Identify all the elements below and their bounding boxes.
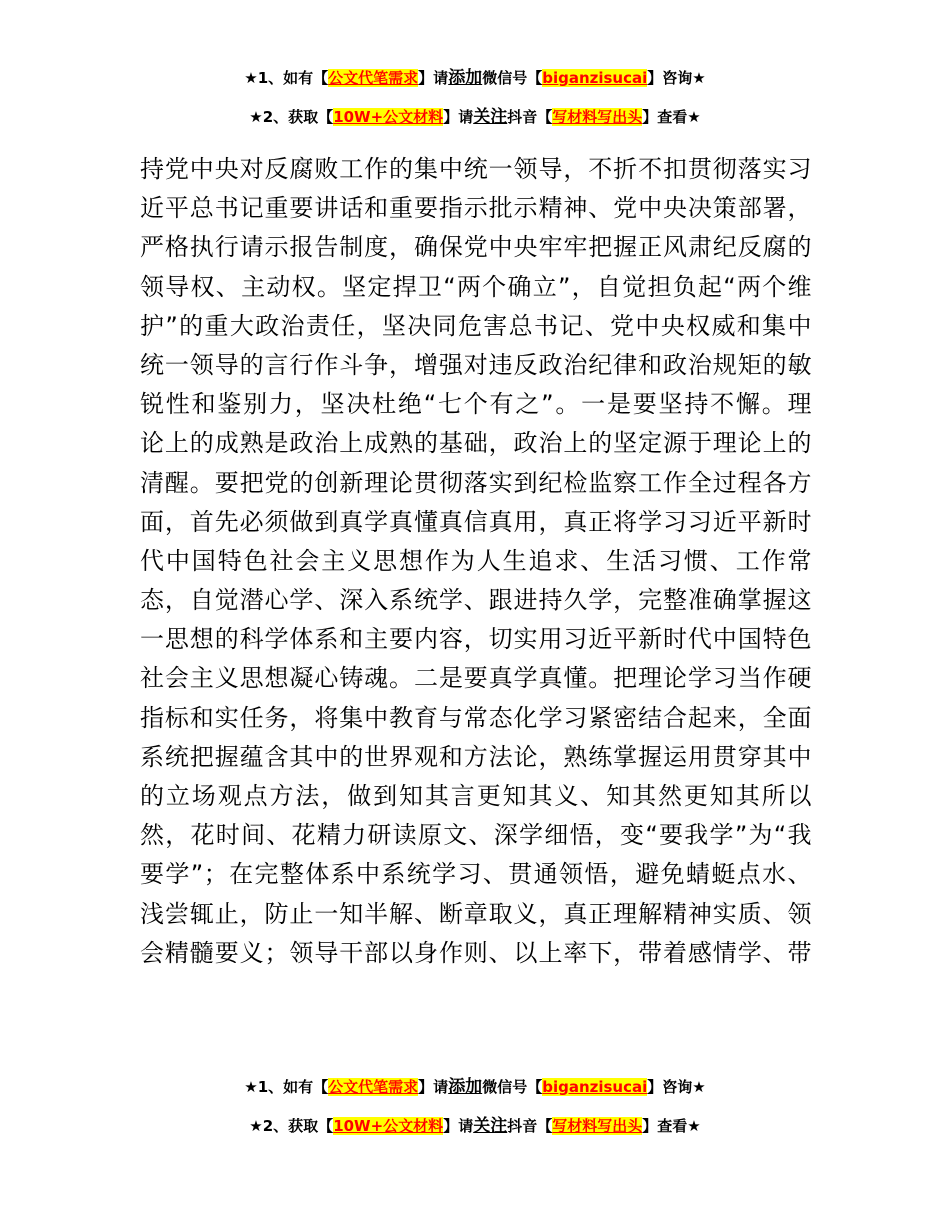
promo-prefix: ★2、获取【	[249, 1117, 334, 1135]
promo-suffix: 】查看★	[642, 108, 701, 126]
promo-suffix: 】查看★	[642, 1117, 701, 1135]
promo-text: 微信号【	[482, 69, 543, 87]
promo-text: 抖音【	[507, 108, 553, 126]
promo-underlined-word: 添加	[448, 68, 483, 88]
body-line: 会精髓要义；领导干部以身作则、以上率下，带着感情学、带	[140, 938, 812, 967]
body-line: 领导权、主动权。坚定捍卫“两个确立”，自觉担负起“两个维	[140, 272, 812, 301]
promo-highlight-service: 公文代笔需求	[328, 1078, 419, 1096]
promo-text: 】请	[418, 1078, 449, 1096]
promo-suffix: 】咨询★	[647, 69, 706, 87]
promo-highlight-service: 公文代笔需求	[328, 69, 419, 87]
body-line: 然，花时间、花精力研读原文、深学细悟，变“要我学”为“我	[140, 821, 812, 850]
body-line: 指标和实任务，将集中教育与常态化学习紧密结合起来，全面	[140, 703, 812, 732]
promo-prefix: ★2、获取【	[249, 108, 334, 126]
promo-text: 】请	[443, 108, 474, 126]
body-line: 一思想的科学体系和主要内容，切实用习近平新时代中国特色	[140, 625, 812, 654]
body-line: 统一领导的言行作斗争，增强对违反政治纪律和政治规矩的敏	[140, 350, 812, 379]
body-line: 锐性和鉴别力，坚决杜绝“七个有之”。一是要坚持不懈。理	[140, 390, 812, 419]
promo-prefix: ★1、如有【	[244, 69, 329, 87]
promo-text: 】请	[443, 1117, 474, 1135]
header-promo-line-2	[0, 106, 950, 128]
body-line: 严格执行请示报告制度，确保党中央牢牢把握正风肃纪反腐的	[140, 233, 812, 262]
promo-underlined-word: 添加	[448, 1077, 483, 1097]
footer-promo-line-1	[0, 1076, 950, 1098]
body-line: 持党中央对反腐败工作的集中统一领导，不折不扣贯彻落实习	[140, 155, 812, 183]
document-body	[140, 150, 812, 973]
promo-highlight-douyin-account: 写材料写出头	[552, 108, 643, 126]
body-line: 论上的成熟是政治上成熟的基础，政治上的坚定源于理论上的	[140, 429, 812, 458]
body-line: 浅尝辄止，防止一知半解、断章取义，真正理解精神实质、领	[140, 899, 812, 928]
promo-prefix: ★1、如有【	[244, 1078, 329, 1096]
promo-text: 微信号【	[482, 1078, 543, 1096]
promo-suffix: 】咨询★	[647, 1078, 706, 1096]
promo-underlined-word: 关注	[473, 1116, 508, 1136]
body-line: 近平总书记重要讲话和重要指示批示精神、党中央决策部署，	[140, 194, 812, 223]
body-line: 的立场观点方法，做到知其言更知其义、知其然更知其所以	[140, 782, 812, 810]
promo-highlight-materials: 10W+公文材料	[333, 108, 444, 126]
footer-promo-line-2	[0, 1115, 950, 1137]
body-line: 清醒。要把党的创新理论贯彻落实到纪检监察工作全过程各方	[140, 468, 812, 497]
body-line: 系统把握蕴含其中的世界观和方法论，熟练掌握运用贯穿其中	[140, 742, 812, 771]
body-line: 面，首先必须做到真学真懂真信真用，真正将学习习近平新时	[140, 507, 812, 536]
promo-underlined-word: 关注	[473, 107, 508, 127]
promo-highlight-douyin-account: 写材料写出头	[552, 1117, 643, 1135]
body-line: 社会主义思想凝心铸魂。二是要真学真懂。把理论学习当作硬	[140, 664, 812, 693]
header-promo-line-1	[0, 67, 950, 89]
promo-highlight-materials: 10W+公文材料	[333, 1117, 444, 1135]
promo-text: 抖音【	[507, 1117, 553, 1135]
promo-highlight-wechat-id: biganzisucai	[542, 69, 648, 87]
body-line: 护”的重大政治责任，坚决同危害总书记、党中央权威和集中	[140, 311, 812, 340]
promo-text: 】请	[418, 69, 449, 87]
body-line: 代中国特色社会主义思想作为人生追求、生活习惯、工作常	[140, 546, 812, 575]
body-line: 态，自觉潜心学、深入系统学、跟进持久学，完整准确掌握这	[140, 586, 812, 615]
body-line: 要学”；在完整体系中系统学习、贯通领悟，避免蜻蜓点水、	[140, 860, 812, 889]
promo-highlight-wechat-id: biganzisucai	[542, 1078, 648, 1096]
